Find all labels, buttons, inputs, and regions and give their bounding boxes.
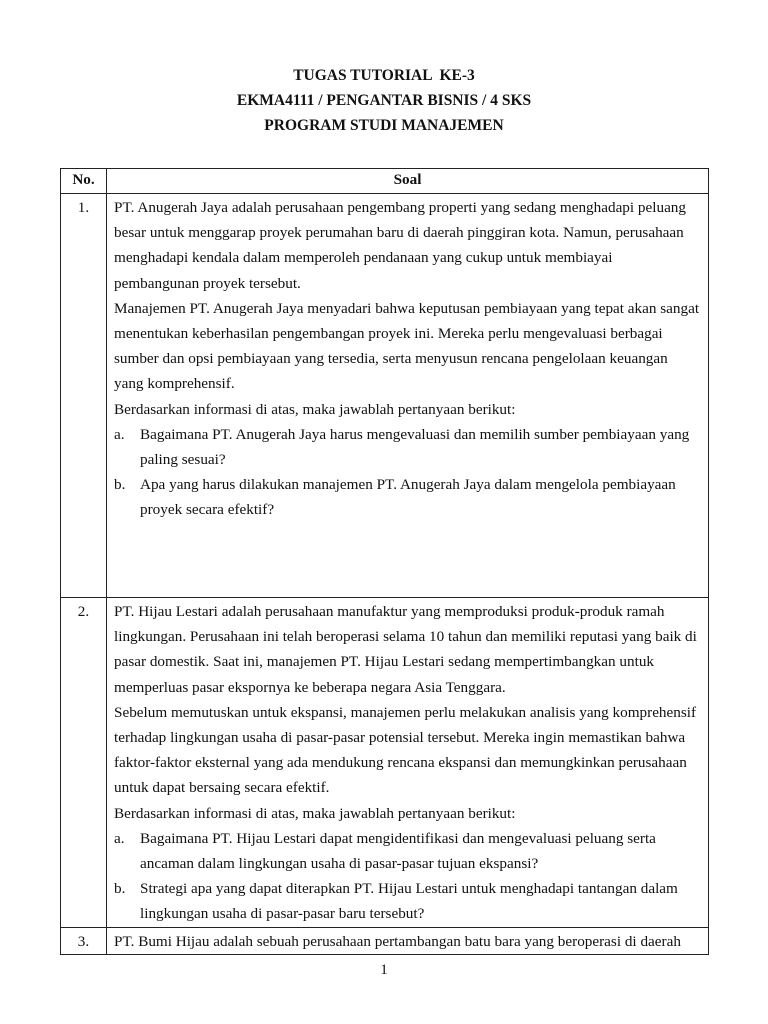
question-number: 1. <box>61 194 107 598</box>
sub-question-list <box>114 826 700 927</box>
questions-table <box>60 168 709 955</box>
question-body <box>107 927 709 954</box>
sub-question <box>114 876 700 926</box>
sub-question <box>114 472 700 522</box>
sub-question <box>114 826 700 876</box>
table-header-row <box>61 169 709 194</box>
column-header-no: No. <box>61 169 107 194</box>
table-row <box>61 194 709 598</box>
sub-question-text: Bagaimana PT. Hijau Lestari dapat mengidentifikasi dan mengevaluasi peluang serta ancaman dalam lingkungan usaha di pasar-pasar tujuan ekspansi? <box>140 829 656 873</box>
sub-question-text: Bagaimana PT. Anugerah Jaya harus mengevaluasi dan memilih sumber pembiayaan yang paling sesuai? <box>140 425 690 469</box>
question-number: 2. <box>61 598 107 928</box>
sub-question-text: Apa yang harus dilakukan manajemen PT. Anugerah Jaya dalam mengelola pembiayaan proyek secara efektif? <box>140 476 676 519</box>
instruction-text: Berdasarkan informasi di atas, maka jawablah pertanyaan berikut: <box>114 804 516 822</box>
case-paragraph: Manajemen PT. Anugerah Jaya menyadari bahwa keputusan pembiayaan yang tepat akan sangat menentukan keberhasilan pengembangan proyek ini. Mereka perlu mengevaluasi berbagai sumber dan opsi pembiayaan yang tersedia, serta menyusun rencana pengelolaan keuangan yang komprehensif. <box>114 299 700 393</box>
page-number: 1 <box>380 962 388 978</box>
program-title: PROGRAM STUDI MANAJEMEN <box>264 117 504 134</box>
sub-question <box>114 422 700 472</box>
sub-question-marker: b. <box>114 476 126 494</box>
table-row <box>61 927 709 954</box>
sub-question-text: Strategi apa yang dapat diterapkan PT. Hijau Lestari untuk menghadapi tantangan dalam lingkungan usaha di pasar-pasar baru tersebut? <box>140 880 678 923</box>
case-paragraph: PT. Hijau Lestari adalah perusahaan manufaktur yang memproduksi produk-produk ramah lingkungan. Perusahaan ini telah beroperasi selama 10 tahun dan memiliki reputasi yang baik di pasar domestik. Saat ini, manajemen PT. Hijau Lestari sedang mempertimbangkan untuk memperluas pasar ekspornya ke beberapa negara Asia Tenggara. <box>114 603 697 696</box>
instruction-text: Berdasarkan informasi di atas, maka jawablah pertanyaan berikut: <box>114 400 516 418</box>
case-paragraph: PT. Bumi Hijau adalah sebuah perusahaan pertambangan batu bara yang beroperasi di daerah <box>114 932 681 950</box>
sub-question-marker: b. <box>114 880 126 898</box>
table-row <box>61 598 709 928</box>
question-number: 3. <box>61 927 107 954</box>
question-body <box>107 598 709 928</box>
case-paragraph: Sebelum memutuskan untuk ekspansi, manajemen perlu melakukan analisis yang komprehensif terhadap lingkungan usaha di pasar-pasar potensial tersebut. Mereka ingin memastikan bahwa faktor-faktor eksternal yang ada mendukung rencana ekspansi dan memungkinkan perusahaan untuk dapat bersaing secara efektif. <box>114 703 697 797</box>
document-header <box>0 63 768 138</box>
case-paragraph: PT. Anugerah Jaya adalah perusahaan pengembang properti yang sedang menghadapi peluang besar untuk menggarap proyek perumahan baru di daerah pinggiran kota. Namun, perusahaan menghadapi kendala dalam memperoleh pendanaan yang cukup untuk membiayai pembangunan proyek tersebut. <box>114 199 686 292</box>
sub-question-list <box>114 422 700 523</box>
question-body <box>107 194 709 598</box>
assignment-title: TUGAS TUTORIAL KE-3 <box>293 67 475 84</box>
course-title: EKMA4111 / PENGANTAR BISNIS / 4 SKS <box>236 92 532 109</box>
sub-question-marker: a. <box>114 425 125 443</box>
sub-question-marker: a. <box>114 829 125 847</box>
column-header-soal: Soal <box>107 169 709 194</box>
